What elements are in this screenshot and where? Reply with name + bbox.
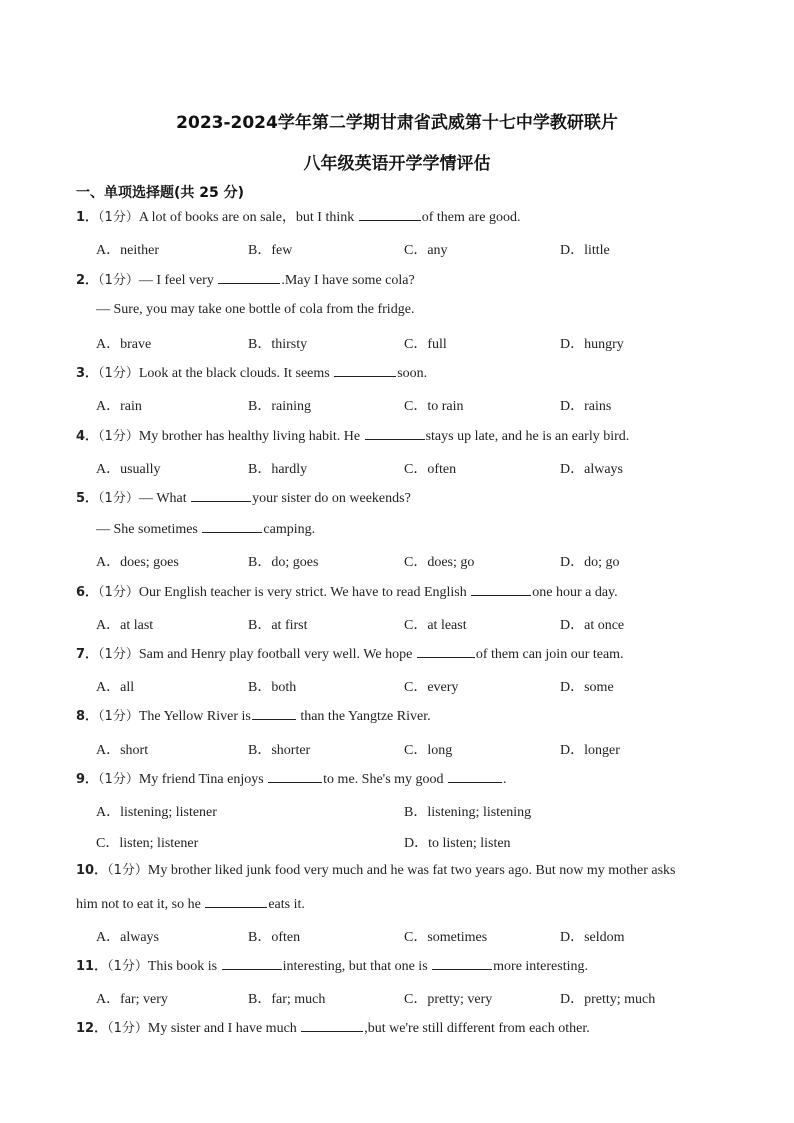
- question-text: A lot of books are on sale，but I think: [138, 210, 358, 225]
- question-score: （1分）: [98, 585, 139, 600]
- question-score: （1分）: [107, 959, 148, 974]
- option-d[interactable]: D．always: [560, 462, 623, 477]
- option-b[interactable]: B．at first: [248, 618, 308, 633]
- question-number: 9．: [76, 772, 99, 787]
- question-6: [76, 583, 618, 601]
- question-score: （1分）: [98, 709, 139, 724]
- answer-blank[interactable]: [218, 271, 280, 284]
- option-a[interactable]: A．rain: [96, 399, 142, 414]
- question-text: soon.: [397, 366, 428, 381]
- exam-title-line1: 2023-2024学年第二学期甘肃省武威第十七中学教研联片: [176, 113, 618, 133]
- option-a[interactable]: A．usually: [96, 462, 161, 477]
- question-4: [76, 427, 629, 445]
- question-number: 10．: [76, 863, 108, 878]
- answer-blank[interactable]: [191, 489, 251, 502]
- answer-blank[interactable]: [432, 957, 492, 970]
- answer-blank[interactable]: [222, 957, 282, 970]
- option-b[interactable]: B．shorter: [248, 743, 311, 758]
- question-text: than the Yangtze River.: [296, 709, 431, 724]
- question-number: 1．: [76, 210, 99, 225]
- question-text: Our English teacher is very strict. We have to read English: [138, 585, 471, 600]
- question-text: of them can join our team.: [475, 647, 624, 662]
- option-c[interactable]: C．listen; listener: [96, 836, 199, 851]
- question-score: （1分）: [98, 366, 139, 381]
- option-c[interactable]: C．long: [404, 743, 453, 758]
- option-b[interactable]: B．raining: [248, 399, 311, 414]
- question-1: [76, 208, 521, 226]
- question-score: （1分）: [98, 772, 139, 787]
- question-text: This book is: [147, 959, 221, 974]
- question-10: [76, 863, 676, 879]
- option-b[interactable]: B．hardly: [248, 462, 308, 477]
- question-number: 5．: [76, 491, 99, 506]
- question-text: — I feel very: [138, 273, 218, 288]
- option-b[interactable]: B．far; much: [248, 992, 326, 1007]
- question-text: one hour a day.: [532, 585, 618, 600]
- question-text: My sister and I have much: [147, 1021, 301, 1036]
- option-b[interactable]: B．listening; listening: [404, 805, 532, 820]
- question-score: （1分）: [107, 863, 148, 878]
- option-b[interactable]: B．thirsty: [248, 337, 308, 352]
- option-d[interactable]: D．rains: [560, 399, 612, 414]
- question-5: [76, 489, 411, 507]
- answer-blank[interactable]: [268, 770, 322, 783]
- question-8: [76, 707, 431, 725]
- question-text: ,but we're still different from each other.: [364, 1021, 590, 1036]
- option-d[interactable]: D．seldom: [560, 930, 625, 945]
- question-text: your sister do on weekends?: [252, 491, 411, 506]
- question-text: camping.: [263, 522, 316, 537]
- answer-blank[interactable]: [417, 645, 475, 658]
- option-a[interactable]: A．far; very: [96, 992, 168, 1007]
- question-7: [76, 645, 624, 663]
- question-text: stays up late, and he is an early bird.: [425, 429, 630, 444]
- option-a[interactable]: A．listening; listener: [96, 805, 217, 820]
- option-a[interactable]: A．always: [96, 930, 159, 945]
- answer-blank[interactable]: [471, 583, 531, 596]
- option-b[interactable]: B．often: [248, 930, 301, 945]
- question-score: （1分）: [107, 1021, 148, 1036]
- option-c[interactable]: C．does; go: [404, 555, 475, 570]
- question-number: 4．: [76, 429, 99, 444]
- question-2-reply: — Sure, you may take one bottle of cola from the fridge.: [96, 302, 415, 317]
- option-c[interactable]: C．any: [404, 243, 448, 258]
- question-text: My brother has healthy living habit. He: [138, 429, 364, 444]
- question-12: [76, 1019, 590, 1037]
- question-score: （1分）: [98, 647, 139, 662]
- question-text: — She sometimes: [96, 522, 202, 537]
- option-d[interactable]: D．little: [560, 243, 610, 258]
- option-a[interactable]: A．neither: [96, 243, 159, 258]
- answer-blank[interactable]: [301, 1019, 363, 1032]
- option-c[interactable]: C．full: [404, 337, 447, 352]
- option-d[interactable]: D．some: [560, 680, 614, 695]
- question-text: .May I have some cola?: [281, 273, 415, 288]
- option-d[interactable]: D．to listen; listen: [404, 836, 511, 851]
- question-5-reply: [96, 520, 315, 538]
- exam-title-line2: 八年级英语开学学情评估: [303, 154, 491, 174]
- option-b[interactable]: B．do; goes: [248, 555, 319, 570]
- answer-blank[interactable]: [448, 770, 502, 783]
- option-a[interactable]: A．brave: [96, 337, 152, 352]
- option-c[interactable]: C．often: [404, 462, 457, 477]
- answer-blank[interactable]: [202, 520, 262, 533]
- question-text: — What: [138, 491, 191, 506]
- question-text: The Yellow River is: [138, 709, 251, 724]
- question-number: 3．: [76, 366, 99, 381]
- question-2: [76, 271, 415, 289]
- question-9: [76, 770, 507, 788]
- question-number: 8．: [76, 709, 99, 724]
- question-score: （1分）: [98, 429, 139, 444]
- option-d[interactable]: D．longer: [560, 743, 620, 758]
- question-score: （1分）: [98, 491, 139, 506]
- option-c[interactable]: C．to rain: [404, 399, 464, 414]
- option-a[interactable]: A．all: [96, 680, 135, 695]
- question-score: （1分）: [98, 210, 139, 225]
- question-text: interesting, but that one is: [282, 959, 432, 974]
- question-text: of them are good.: [421, 210, 521, 225]
- question-10-continued: [76, 895, 305, 913]
- option-a[interactable]: A．short: [96, 743, 149, 758]
- question-text: eats it.: [268, 897, 305, 912]
- answer-blank[interactable]: [334, 364, 396, 377]
- question-text: Sam and Henry play football very well. We hope: [138, 647, 416, 662]
- section-heading: 一、单项选择题(共 25 分): [76, 185, 245, 201]
- option-d[interactable]: D．hungry: [560, 337, 624, 352]
- option-c[interactable]: C．pretty; very: [404, 992, 493, 1007]
- option-b[interactable]: B．few: [248, 243, 293, 258]
- question-text: more interesting.: [493, 959, 589, 974]
- option-b[interactable]: B．both: [248, 680, 297, 695]
- answer-blank[interactable]: [365, 427, 425, 440]
- question-score: （1分）: [98, 273, 139, 288]
- option-d[interactable]: D．do; go: [560, 555, 620, 570]
- question-number: 12．: [76, 1021, 108, 1036]
- option-c[interactable]: C．at least: [404, 618, 467, 633]
- answer-blank[interactable]: [205, 895, 267, 908]
- question-number: 6．: [76, 585, 99, 600]
- question-number: 7．: [76, 647, 99, 662]
- option-c[interactable]: C．every: [404, 680, 459, 695]
- answer-blank[interactable]: [359, 208, 421, 221]
- question-text: Look at the black clouds. It seems: [138, 366, 334, 381]
- question-text: him not to eat it, so he: [76, 897, 205, 912]
- option-a[interactable]: A．at last: [96, 618, 154, 633]
- option-d[interactable]: D．at once: [560, 618, 625, 633]
- option-c[interactable]: C．sometimes: [404, 930, 488, 945]
- question-11: [76, 957, 588, 975]
- question-3: [76, 364, 427, 382]
- question-text: to me. She's my good: [323, 772, 448, 787]
- answer-blank[interactable]: [252, 707, 296, 720]
- option-d[interactable]: D．pretty; much: [560, 992, 656, 1007]
- question-text: My brother liked junk food very much and he was fat two years ago. But now my mother asks: [147, 863, 676, 878]
- question-text: .: [503, 772, 507, 787]
- option-a[interactable]: A．does; goes: [96, 555, 179, 570]
- question-number: 11．: [76, 959, 108, 974]
- question-number: 2．: [76, 273, 99, 288]
- question-text: My friend Tina enjoys: [138, 772, 268, 787]
